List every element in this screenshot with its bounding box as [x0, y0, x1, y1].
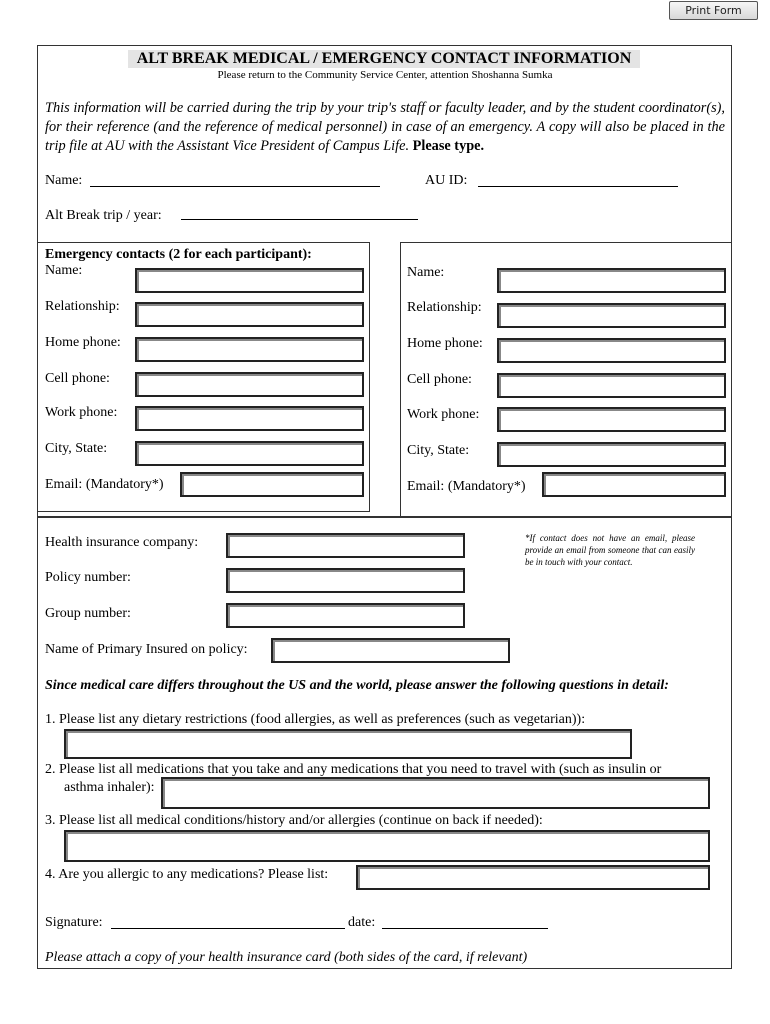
contact2-home-input[interactable]: [497, 338, 726, 363]
contact2-city-label: City, State:: [407, 443, 470, 458]
contact1-home-input[interactable]: [135, 337, 364, 362]
contact1-email-input[interactable]: [180, 472, 364, 497]
contact1-cell-label: Cell phone:: [45, 371, 110, 386]
contact2-cell-input[interactable]: [497, 373, 726, 398]
contact2-relationship-input[interactable]: [497, 303, 726, 328]
contact1-email-label: Email: (Mandatory*): [45, 477, 164, 492]
contact1-work-label: Work phone:: [45, 405, 118, 420]
contact1-cell-input[interactable]: [135, 372, 364, 397]
contact1-relationship-label: Relationship:: [45, 299, 120, 314]
contact1-city-label: City, State:: [45, 441, 108, 456]
intro-paragraph: [45, 99, 725, 156]
contact2-name-label: Name:: [407, 265, 445, 280]
group-number-label: Group number:: [45, 606, 131, 621]
contact2-home-label: Home phone:: [407, 336, 483, 351]
q1-label: 1. Please list any dietary restrictions (food allergies, as well as preferences (such as vegetarian)):: [45, 712, 586, 727]
contact1-relationship-input[interactable]: [135, 302, 364, 327]
form-title: ALT BREAK MEDICAL / EMERGENCY CONTACT INFORMATION: [128, 50, 640, 68]
q2-input[interactable]: [161, 777, 710, 809]
form-subtitle: Please return to the Community Service Center, attention Shoshanna Sumka: [217, 69, 553, 81]
insurance-company-label: Health insurance company:: [45, 535, 199, 550]
name-label: Name:: [45, 173, 83, 188]
contact2-name-input[interactable]: [497, 268, 726, 293]
signature-line[interactable]: [111, 928, 345, 929]
q3-label: 3. Please list all medical conditions/history and/or allergies (continue on back if needed):: [45, 813, 543, 828]
email-footnote: *If contact does not have an email, please provide an email from someone that can easily be in touch with your contact.: [525, 533, 695, 567]
q2-label-line2: asthma inhaler):: [64, 780, 155, 795]
primary-insured-input[interactable]: [271, 638, 510, 663]
insurance-company-input[interactable]: [226, 533, 465, 558]
print-form-button[interactable]: Print Form: [669, 1, 758, 20]
footer-note: Please attach a copy of your health insurance card (both sides of the card, if relevant): [45, 950, 528, 965]
emergency-heading: Emergency contacts (2 for each participant):: [45, 247, 312, 262]
contact2-email-input[interactable]: [542, 472, 726, 497]
policy-number-input[interactable]: [226, 568, 465, 593]
contact1-name-label: Name:: [45, 263, 83, 278]
contact1-home-label: Home phone:: [45, 335, 121, 350]
contact2-work-label: Work phone:: [407, 407, 480, 422]
intro-emphasis: Please type.: [412, 138, 485, 154]
q2-label-line1: 2. Please list all medications that you take and any medications that you need to travel with (such as insulin or: [45, 762, 662, 777]
date-line[interactable]: [382, 928, 548, 929]
q4-input[interactable]: [356, 865, 710, 890]
primary-insured-label: Name of Primary Insured on policy:: [45, 642, 248, 657]
trip-year-label: Alt Break trip / year:: [45, 208, 162, 223]
date-label: date:: [348, 915, 376, 930]
questions-intro: Since medical care differs throughout the US and the world, please answer the following questions in detail:: [45, 678, 669, 693]
contact1-name-input[interactable]: [135, 268, 364, 293]
contact1-work-input[interactable]: [135, 406, 364, 431]
policy-number-label: Policy number:: [45, 570, 131, 585]
group-number-input[interactable]: [226, 603, 465, 628]
au-id-line[interactable]: [478, 186, 678, 187]
contact2-email-label: Email: (Mandatory*): [407, 479, 526, 494]
contact2-city-input[interactable]: [497, 442, 726, 467]
contact1-city-input[interactable]: [135, 441, 364, 466]
contact2-work-input[interactable]: [497, 407, 726, 432]
signature-label: Signature:: [45, 915, 103, 930]
au-id-label: AU ID:: [425, 173, 468, 188]
contact2-relationship-label: Relationship:: [407, 300, 482, 315]
q1-input[interactable]: [64, 729, 632, 759]
contact2-cell-label: Cell phone:: [407, 372, 472, 387]
trip-year-line[interactable]: [181, 219, 418, 220]
intro-text: This information will be carried during the trip by your trip's staff or faculty leader, and by the student coordinator(s), for their reference (and the reference of medical personnel) in case of an emergency. A copy will also be placed in the trip file at AU with the Assistant Vice President of Campus Life.: [45, 100, 725, 154]
q3-input[interactable]: [64, 830, 710, 862]
name-line[interactable]: [90, 186, 380, 187]
q4-label: 4. Are you allergic to any medications? Please list:: [45, 867, 329, 882]
